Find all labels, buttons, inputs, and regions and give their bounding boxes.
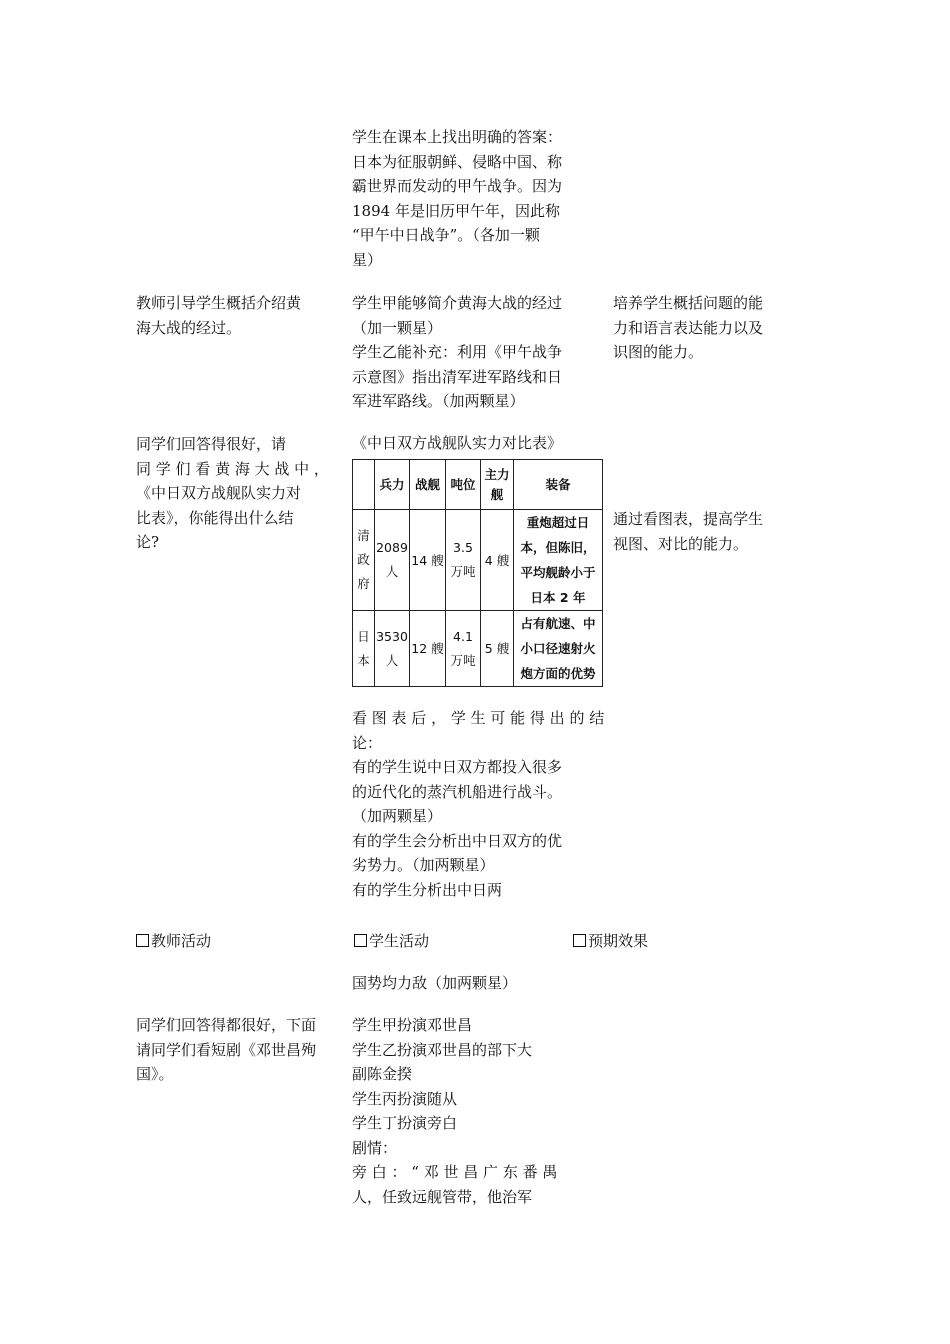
- text-line: 学生丁扮演旁白: [352, 1114, 458, 1132]
- text-line: 的近代化的蒸汽机船进行战斗。: [352, 782, 563, 801]
- header-cell-ships: 战舰: [410, 460, 446, 510]
- checkbox-icon: [136, 934, 149, 947]
- text-line: “甲午中日战争”。（各加一颗: [352, 226, 540, 244]
- text-line: 有的学生会分析出中日双方的优: [352, 831, 563, 850]
- text-line: 《中日双方战舰队实力对: [136, 484, 302, 502]
- text-line: 请同学们看短剧《邓世昌殉: [136, 1040, 317, 1059]
- text-line: 论?: [136, 533, 160, 551]
- text-line: 军进军路线。（加两颗星）: [352, 392, 525, 410]
- text-line: 副陈金揆: [352, 1065, 413, 1083]
- text-line: 日本为征服朝鲜、侵略中国、称: [352, 152, 563, 171]
- header-teacher-activity: 教师活动: [136, 930, 211, 951]
- row-name-japan: 日本: [353, 611, 375, 687]
- text-line: 论：: [352, 733, 383, 752]
- text-line: 力和语言表达能力以及: [613, 318, 764, 337]
- fleet-comparison-table: [352, 459, 603, 687]
- block2-effect-text: [613, 291, 803, 365]
- text-line: 看 图 表 后 ， 学 生 可 能 得 出 的 结: [352, 709, 605, 727]
- header-student-activity: 学生活动: [354, 930, 429, 951]
- header-cell-main-ships: 主力舰: [481, 460, 514, 510]
- cell-main-ships: 4 艘: [481, 510, 514, 611]
- text-line: （加两颗星）: [352, 807, 443, 825]
- text-line: 国势均力敌（加两颗星）: [352, 974, 518, 992]
- block2-student-text: [352, 291, 604, 414]
- text-line: 学生在课本上找出明确的答案：: [352, 128, 563, 146]
- text-line: 霸世界而发动的甲午战争。因为: [352, 177, 563, 195]
- text-line: 学生甲能够简介黄海大战的经过: [352, 294, 563, 312]
- cell-troops: 3530人: [375, 611, 410, 687]
- cell-ships: 14 艘: [410, 510, 446, 611]
- block4-student-text: [352, 971, 604, 996]
- block3-student-text: [352, 706, 604, 902]
- header-cell-troops: 兵力: [375, 460, 410, 510]
- text-line: 旁 白 ： “ 邓 世 昌 广 东 番 禺: [352, 1163, 558, 1181]
- cell-main-ships: 5 艘: [481, 611, 514, 687]
- text-line: 教师引导学生概括介绍黄: [136, 294, 302, 312]
- cell-equipment: 占有航速、中小口径速射火炮方面的优势: [514, 611, 603, 687]
- text-line: 示意图》指出清军进军路线和日: [352, 367, 563, 386]
- text-line: 剧情：: [352, 1138, 398, 1157]
- text-line: 学生丙扮演随从: [352, 1089, 458, 1108]
- text-line: 学生甲扮演邓世昌: [352, 1016, 473, 1034]
- block1-student-text: [352, 125, 604, 272]
- table-header-row: [353, 460, 603, 510]
- text-line: 识图的能力。: [613, 343, 704, 361]
- cell-troops: 2089人: [375, 510, 410, 611]
- text-line: 培养学生概括问题的能: [613, 294, 764, 312]
- text-line: 劣势力。（加两颗星）: [352, 856, 495, 874]
- text-line: 学生乙能补充：利用《甲午战争: [352, 343, 563, 361]
- cell-ships: 12 艘: [410, 611, 446, 687]
- text-line: 学生乙扮演邓世昌的部下大: [352, 1040, 533, 1059]
- text-line: 人，任致远舰管带，他治军: [352, 1187, 533, 1206]
- block2-teacher-text: [136, 291, 341, 340]
- header-cell-tonnage: 吨位: [446, 460, 481, 510]
- cell-tonnage: 3.5万吨: [446, 510, 481, 611]
- text-line: 比表》，你能得出什么结: [136, 508, 294, 527]
- row-name-qing: 清政府: [353, 510, 375, 611]
- cell-tonnage: 4.1万吨: [446, 611, 481, 687]
- text-line: 视图、对比的能力。: [613, 534, 749, 553]
- header-cell-empty: [353, 460, 375, 510]
- header-expected-effect: 预期效果: [573, 930, 648, 951]
- cell-equipment: 重炮超过日本，但陈旧，平均舰龄小于日本 2 年: [514, 510, 603, 611]
- text-line: 星）: [352, 250, 383, 269]
- header-cell-equipment: 装备: [514, 460, 603, 510]
- text-line: 海大战的经过。: [136, 318, 242, 337]
- text-line: 1894 年是旧历甲午年，因此称: [352, 201, 560, 220]
- table-row: [353, 510, 603, 611]
- text-line: 有的学生分析出中日两: [352, 880, 503, 899]
- block3-effect-text: [613, 507, 803, 556]
- block5-student-text: [352, 1013, 604, 1209]
- table-title: 《中日双方战舰队实力对比表》: [352, 434, 563, 452]
- text-line: 同学们回答得很好，请: [136, 435, 287, 453]
- checkbox-icon: [573, 934, 586, 947]
- text-line: 国》。: [136, 1065, 174, 1083]
- block3-teacher-text: [136, 432, 341, 555]
- block5-teacher-text: [136, 1013, 341, 1087]
- text-line: 有的学生说中日双方都投入很多: [352, 758, 563, 776]
- text-line: 同学们回答得都很好，下面: [136, 1016, 317, 1034]
- text-line: 同 学 们 看 黄 海 大 战 中 ，: [136, 459, 329, 478]
- checkbox-icon: [354, 934, 367, 947]
- text-line: 通过看图表，提高学生: [613, 510, 764, 528]
- table-row: [353, 611, 603, 687]
- text-line: （加一颗星）: [352, 318, 443, 337]
